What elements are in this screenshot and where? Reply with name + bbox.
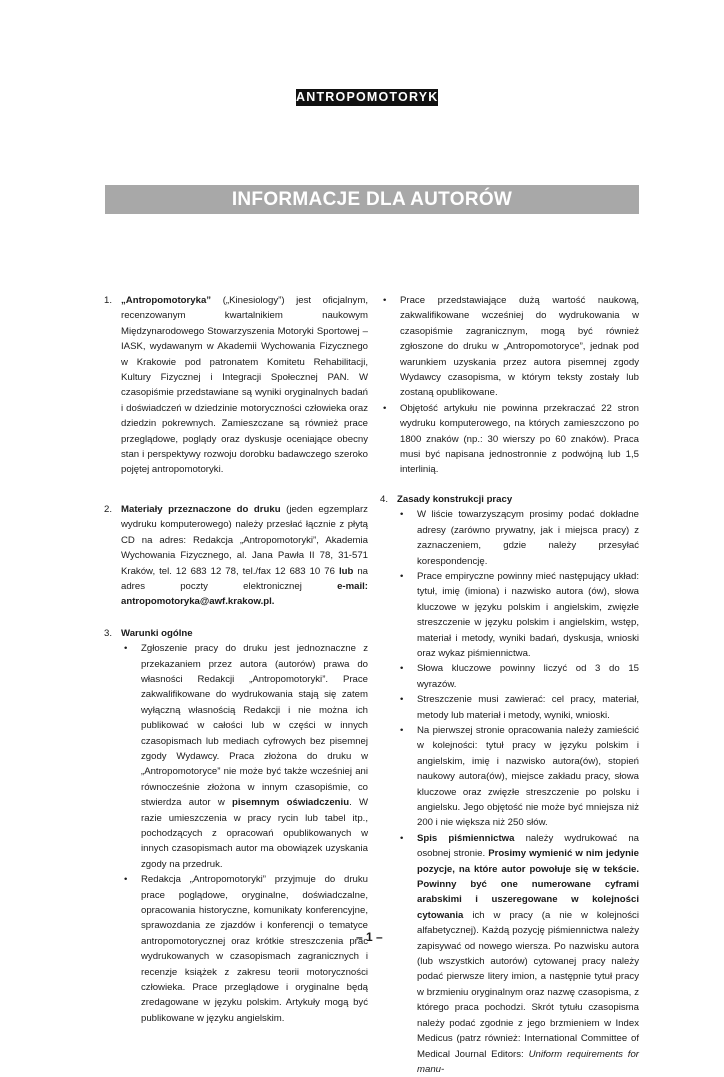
- bullet-bold-2: Prosimy wymienić w nim jedynie pozycje, na które autor powołuje się w tekście. Powinny być one numerowane cyframi arabskimi i uszeregowane w kolejności cytowania: [417, 848, 640, 921]
- bullet-item: [397, 831, 639, 1077]
- bullet-icon: •: [124, 643, 128, 655]
- email-address: e-mail: antropomotoryka@awf.krakow.pl.: [121, 580, 369, 608]
- section-number: 3.: [104, 627, 113, 639]
- section-title: Zasady konstrukcji pracy: [397, 493, 513, 505]
- bullet-item: [397, 661, 639, 692]
- lub-word: lub: [338, 565, 354, 577]
- bullet-icon: •: [124, 874, 128, 886]
- section-4: [380, 492, 639, 1077]
- bullet-item: [121, 641, 368, 872]
- bullet-italic: Uniform requirements for manu-: [417, 1048, 639, 1075]
- section-text: („Kinesiology”) jest oficjalnym, recenzowanym kwartalnikiem naukowym Międzynarodowego Stowarzyszenia Motoryki Sportowej – IASK, wydawanym w Akademii Wychowania Fizycznego w Krakowie pod patronatem Komitetu Rehabilitacji, Kultury Fizycznej i Integracji Społecznej PAN. W czasopiśmie przedstawiane są wyniki oryginalnych badań i doświadczeń w dziedzinie motoryczności człowieka oraz dziedzin pokrewnych. Zamieszczane są również prace przeglądowe, poglądy oraz dyskusje oceniające obecny stan i perspektywy rozwoju dorobku badawczego szeroko pojętej antropomotoryki.: [121, 295, 368, 476]
- bullet-text: Na pierwszej stronie opracowania należy zamieścić w kolejności: tytuł pracy w języku polskim i angielskim, imię i nazwisko autora(ów), stopień naukowy autora(ów), miejsce zakładu pracy, słowa kluczowe oraz zwięzłe streszczenie po polsku i angielsku. Jego objętość nie może być mniejsza niż 200 i nie większa niż 250 słów.: [417, 724, 639, 829]
- bullet-icon: •: [400, 724, 404, 736]
- page-number: – 1 –: [356, 930, 383, 944]
- left-column: [104, 293, 368, 1026]
- bullet-item: [397, 569, 639, 661]
- bullet-text: W liście towarzyszącym prosimy podać dokładne adresy (zarówno prywatny, jak i miejsca pracy) z zaznaczeniem, gdzie należy przesyłać korespondencję.: [417, 509, 639, 567]
- section-number: 2.: [104, 503, 113, 515]
- section-title: Warunki ogólne: [121, 627, 193, 639]
- bullet-bold: pisemnym oświadczeniu: [232, 797, 350, 809]
- bullet-text: Objętość artykułu nie powinna przekraczać 22 stron wydruku komputerowego, na których zamieszczono po 1800 znaków (np.: 30 wierszy po 60 znaków). Praca musi być napisana jednostronnie z podwójną lub 1,5 interlinią.: [400, 402, 639, 476]
- bullet-text: Zgłoszenie pracy do druku jest jednoznaczne z przekazaniem przez autora (autorów) prawa do własności Redakcji „Antropomotoryki”. Prace zakwalifikowane do wydrukowania stają się zatem wyłączną własnością Redakcji i nie można ich publikować w całości lub w części w innych czasopismach lub mediach cyfrowych bez pisemnej zgody Wydawcy. Praca złożona do druku w „Antropomotoryce” nie może być także wcześniej ani równocześnie złożona w innym czasopiśmie, co stwierdza autor w: [141, 643, 368, 809]
- bullet-text: należy wydrukować na osobnej stronie.: [417, 832, 639, 860]
- bullet-icon: •: [400, 694, 404, 706]
- section-text: (jeden egzemplarz wydruku komputerowego) należy przesłać łącznie z płytą CD na adres: Redakcja „Antropomotoryki”, Akademia Wychowania Fizycznego, al. Jana Pawła II 78, 31-571 Kraków, tel. 12 683 12 78, tel./fax 12 683 10 76: [121, 503, 368, 577]
- section-banner: INFORMACJE DLA AUTORÓW: [105, 185, 639, 214]
- right-column: [380, 293, 639, 1077]
- bullet-text: Prace empiryczne powinny mieć następujący układ: tytuł, imię (imiona) i nazwisko autora (ów), słowa kluczowe w języku polskim i angielskim, zwięzłe streszczenie w języku polskim i angielskim, wstęp, materiał i metody, wyniki badań, dyskusja, wnioski oraz wykaz piśmiennictwa.: [417, 570, 639, 659]
- section-title: Materiały przeznaczone do druku: [121, 503, 281, 515]
- bullet-text: Redakcja „Antropomotoryki” przyjmuje do druku prace poglądowe, oryginalne, doświadczalne, opracowania historyczne, komunikaty konferencyjne, sprawozdania ze zjazdów i konferencji o tematyce antropomotorycznej oraz krótkie streszczenia prac wydrukowanych w czasopismach zagranicznych i recenzje książek z zakresu teorii motoryczności człowieka. Prace przeglądowe i oryginalne będą zredagowane w języku polskim. Artykuły mogą być publikowane w języku angielskim.: [141, 874, 368, 1024]
- continued-bullets: [380, 293, 639, 478]
- bullet-icon: •: [400, 663, 404, 675]
- section-3: [104, 626, 368, 1027]
- section-title: „Antropomotoryka”: [121, 295, 212, 306]
- bullet-text: Streszczenie musi zawierać: cel pracy, materiał, metody lub materiał i metody, wyniki, wnioski.: [417, 694, 639, 721]
- bullet-item: [397, 692, 639, 723]
- bullet-text-2: . W razie umieszczenia w pracy rycin lub tabel itp., pochodzących z opracowań opublikowanych w innych czasopismach autor ma obowiązek uzyskania zgody na przedruk.: [141, 797, 369, 870]
- section-1: [104, 293, 368, 478]
- bullet-text: Prace przedstawiające dużą wartość naukową, zakwalifikowane wcześniej do wydrukowania w czasopiśmie zagranicznym, mogą być również zgłoszone do druku w „Antropomotoryce”, jednak pod warunkiem uzyskania przez autora pisemnej zgody Wydawcy czasopisma, w którym teksty zostały lub zostaną opublikowane.: [400, 295, 639, 399]
- bullet-item: [380, 293, 639, 401]
- bullet-bold: Spis piśmiennictwa: [417, 832, 515, 844]
- bullet-icon: •: [383, 402, 387, 414]
- bullet-icon: •: [400, 832, 404, 844]
- section-2: [104, 502, 368, 610]
- journal-title: ANTROPOMOTORYKA: [296, 90, 449, 104]
- bullet-item: [380, 401, 639, 478]
- section-number: 4.: [380, 493, 389, 505]
- bullet-item: [397, 507, 639, 569]
- bullet-text: Słowa kluczowe powinny liczyć od 3 do 15 wyrazów.: [417, 663, 639, 690]
- bullet-item: [121, 872, 368, 1026]
- bullet-icon: •: [400, 570, 404, 582]
- bullet-text-2: ich w pracy (a nie w kolejności alfabetycznej). Każdą pozycję piśmiennictwa należy zapisywać od nowego wiersza. Po nazwisku autora (lub wszystkich autorów) cytowanej pracy należy podać pierwsze litery imion, a następnie tytuł pracy w brzmieniu oryginalnym oraz nazwę czasopisma, z którego praca pochodzi. Skrót tytułu czasopisma należy podać zgodnie z jego brzmieniem w Index Medicus (patrz również: International Committee of Medical Journal Editors:: [417, 909, 639, 1060]
- bullet-icon: •: [383, 295, 387, 306]
- section-text-2: na adres poczty elektronicznej: [121, 565, 369, 592]
- section-number: 1.: [104, 295, 113, 306]
- bullet-item: [397, 723, 639, 831]
- bullet-icon: •: [400, 509, 404, 521]
